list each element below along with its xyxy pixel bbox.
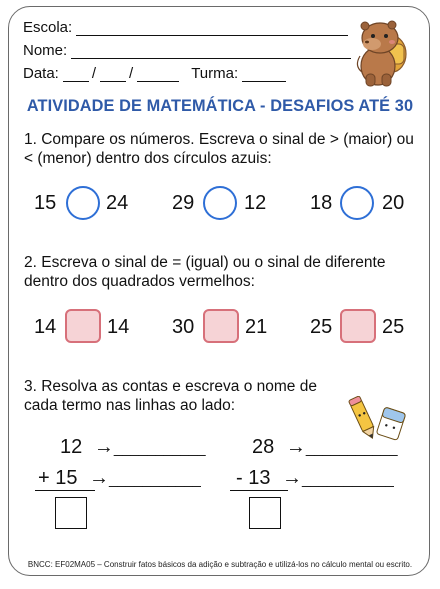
q1-left-number: 18 xyxy=(310,192,333,214)
escola-field[interactable] xyxy=(76,21,348,36)
question-2-text: 2. Escreva o sinal de = (igual) ou o sinal de diferente dentro dos quadrados vermelhos: xyxy=(24,254,386,290)
q2-right-number: 14 xyxy=(107,316,130,338)
calc2-bottom-number: - 13 xyxy=(236,467,271,489)
nome-field[interactable] xyxy=(71,44,351,59)
nome-label: Nome: xyxy=(23,42,68,59)
bncc-footer: BNCC: EF02MA05 – Construir fatos básicos da adição e subtração e utilizá-los no cálculo mental ou escrito. xyxy=(27,560,413,569)
q1-right-number: 20 xyxy=(382,192,405,214)
question-1-text: 1. Compare os números. Escreva o sinal de > (maior) ou < (menor) dentro dos círculos azuis: xyxy=(24,131,414,167)
calc1-top-number: 12 xyxy=(60,436,83,458)
q2-right-number: 25 xyxy=(382,316,405,338)
q1-answer-circle[interactable] xyxy=(66,186,100,220)
q1-answer-circle[interactable] xyxy=(203,186,237,220)
page-title: ATIVIDADE DE MATEMÁTICA - DESAFIOS ATÉ 30 xyxy=(26,96,414,115)
arrow-icon: → xyxy=(89,467,110,489)
year-field[interactable] xyxy=(137,67,179,82)
calc2-top-number: 28 xyxy=(252,436,275,458)
escola-label: Escola: xyxy=(23,19,73,36)
calc1-top-line xyxy=(60,436,206,459)
calc2-bottom-line xyxy=(236,467,394,490)
question-3-text: 3. Resolva as contas e escreva o nome de cada termo nas linhas ao lado: xyxy=(24,378,317,414)
q2-left-number: 30 xyxy=(172,316,195,338)
q2-left-number: 25 xyxy=(310,316,333,338)
q1-answer-circle[interactable] xyxy=(340,186,374,220)
turma-label: Turma: xyxy=(191,65,239,82)
calc2-top-line xyxy=(252,436,398,459)
month-field[interactable] xyxy=(100,67,126,82)
capybara-mascot-icon xyxy=(352,14,418,90)
q1-left-number: 15 xyxy=(34,192,57,214)
turma-field[interactable] xyxy=(242,67,286,82)
q2-left-number: 14 xyxy=(34,316,57,338)
term-answer-line[interactable]: ___________ xyxy=(302,471,394,488)
q2-answer-square[interactable] xyxy=(203,309,239,343)
q1-left-number: 29 xyxy=(172,192,195,214)
q1-right-number: 12 xyxy=(244,192,267,214)
q2-answer-square[interactable] xyxy=(65,309,101,343)
data-label: Data: xyxy=(23,65,59,82)
calc1-sum-bar xyxy=(35,490,95,491)
calc2-sum-bar xyxy=(230,490,288,491)
date-separator: / xyxy=(91,65,97,82)
calc2-result-box[interactable] xyxy=(249,497,281,529)
term-answer-line[interactable]: ___________ xyxy=(113,440,206,457)
q2-right-number: 21 xyxy=(245,316,268,338)
arrow-icon: → xyxy=(93,436,114,458)
data-line xyxy=(23,65,286,82)
term-answer-line[interactable]: ___________ xyxy=(109,471,201,488)
date-separator: / xyxy=(129,65,134,82)
escola-line xyxy=(23,19,348,36)
q2-answer-square[interactable] xyxy=(340,309,376,343)
arrow-icon: → xyxy=(282,467,303,489)
day-field[interactable] xyxy=(63,67,89,82)
term-answer-line[interactable]: ___________ xyxy=(305,440,398,457)
calc1-result-box[interactable] xyxy=(55,497,87,529)
calc1-bottom-number: + 15 xyxy=(38,467,78,489)
arrow-icon: → xyxy=(285,436,306,458)
calc1-bottom-line xyxy=(38,467,201,490)
nome-line xyxy=(23,42,351,59)
q1-right-number: 24 xyxy=(106,192,129,214)
